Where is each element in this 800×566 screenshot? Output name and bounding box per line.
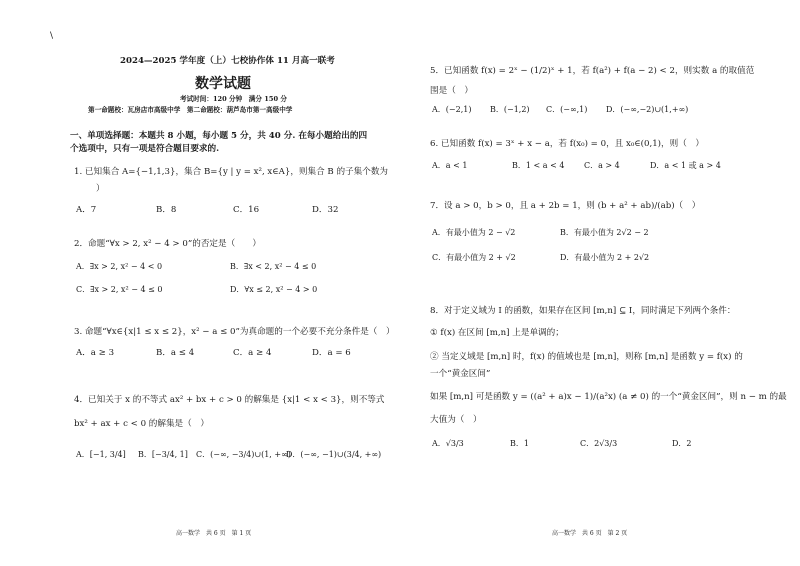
q8-option-d: D．2 xyxy=(672,439,692,448)
q1-stem-cont: ） xyxy=(96,184,105,194)
q7-option-d: D．有最小值为 2 + 2√2 xyxy=(560,253,650,262)
q3-option-a: A．a ≥ 3 xyxy=(76,348,115,358)
q5-option-a: A．(−2,1) xyxy=(432,105,472,114)
q4-stem-cont: bx² + ax + c < 0 的解集是（ ） xyxy=(74,419,209,429)
q2-option-b: B．∃x < 2, x² − 4 ≤ 0 xyxy=(230,262,317,271)
proposing-schools: 第一命题校：瓦房店市高级中学 第二命题校：葫芦岛市第一高级中学 xyxy=(88,106,293,114)
q8-definition: 一个“黄金区间” xyxy=(430,369,491,379)
subject-title: 数学试题 xyxy=(195,76,251,92)
right-page-footer: 高一数学 共 6 页 第 2 页 xyxy=(552,530,628,537)
q3-option-c: C．a ≥ 4 xyxy=(233,348,272,358)
section-heading-line2: 个选项中，只有一项是符合题目要求的. xyxy=(70,144,220,154)
q7-stem: 7．设 a > 0，b > 0，且 a + 2b = 1，则 (b + a² + ab)/(ab)（ ） xyxy=(430,201,701,211)
q8-question: 如果 [m,n] 可是函数 y = ((a² + a)x − 1)/(a²x) (a ≠ 0) 的一个“黄金区间”，则 n − m 的最 xyxy=(430,392,787,402)
q7-option-b: B．有最小值为 2√2 − 2 xyxy=(560,228,649,237)
q8-option-a: A．√3/3 xyxy=(432,439,464,448)
q1-option-b: B．8 xyxy=(156,205,177,215)
corner-mark: \ xyxy=(50,31,54,41)
q5-option-d: D．(−∞,−2)∪(1,+∞) xyxy=(606,105,689,114)
q4-option-d: D．(−∞, −1)∪(3/4, +∞) xyxy=(286,450,382,459)
right-page xyxy=(400,0,800,566)
q4-option-c: C．(−∞, −3/4)∪(1, +∞) xyxy=(196,450,291,459)
q4-option-a: A．[−1, 3/4] xyxy=(76,450,126,459)
q2-option-a: A．∃x > 2, x² − 4 < 0 xyxy=(76,262,163,271)
q2-option-c: C．∃x > 2, x² − 4 ≤ 0 xyxy=(76,285,163,294)
q1-option-a: A．7 xyxy=(76,205,97,215)
q6-option-c: C．a > 4 xyxy=(584,161,620,170)
left-page-footer: 高一数学 共 6 页 第 1 页 xyxy=(176,530,252,537)
q6-stem: 6. 已知函数 f(x) = 3ˣ + x − a，若 f(x₀) = 0，且 x₀∈(0,1)，则（ ） xyxy=(430,139,704,149)
q8-condition-1: ① f(x) 在区间 [m,n] 上是单调的； xyxy=(430,328,564,338)
q7-option-a: A．有最小值为 2 − √2 xyxy=(432,228,516,237)
q5-option-b: B．(−1,2) xyxy=(490,105,530,114)
q4-option-b: B．[−3/4, 1] xyxy=(138,450,188,459)
q8-condition-2: ② 当定义域是 [m,n] 时，f(x) 的值域也是 [m,n]，则称 [m,n] 是函数 y = f(x) 的 xyxy=(430,352,743,362)
section-heading-line1: 一、单项选择题：本题共 8 小题，每小题 5 分，共 40 分. 在每小题给出的四 xyxy=(70,131,368,141)
q8-stem: 8．对于定义域为 I 的函数，如果存在区间 [m,n] ⊆ I，同时满足下列两个条件： xyxy=(430,306,736,316)
q4-stem: 4．已知关于 x 的不等式 ax² + bx + c > 0 的解集是 {x|1 < x < 3}，则不等式 xyxy=(74,395,385,405)
q8-option-b: B．1 xyxy=(510,439,529,448)
exam-info: 考试时间：120 分钟 满分 150 分 xyxy=(180,95,287,103)
q8-question-cont: 大值为（ ） xyxy=(430,415,482,425)
q1-option-c: C．16 xyxy=(233,205,260,215)
q1-option-d: D．32 xyxy=(312,205,339,215)
q5-stem: 5．已知函数 f(x) = 2ˣ − (1/2)ˣ + 1，若 f(a²) + f(a − 2) < 2，则实数 a 的取值范 xyxy=(430,66,755,76)
exam-title: 2024—2025 学年度（上）七校协作体 11 月高一联考 xyxy=(120,56,335,66)
q5-stem-cont: 围是（ ） xyxy=(430,86,473,96)
q6-option-a: A．a < 1 xyxy=(432,161,468,170)
q6-option-b: B．1 < a < 4 xyxy=(512,161,565,170)
q8-option-c: C．2√3/3 xyxy=(580,439,618,448)
q5-option-c: C．(−∞,1) xyxy=(546,105,588,114)
q3-option-d: D．a = 6 xyxy=(312,348,351,358)
q3-stem: 3. 命题“∀x∈{x|1 ≤ x ≤ 2}，x² − a ≤ 0”为真命题的一个必要不充分条件是（ ） xyxy=(74,327,395,337)
q2-option-d: D．∀x ≤ 2, x² − 4 > 0 xyxy=(230,285,318,294)
q1-stem: 1. 已知集合 A={−1,1,3}，集合 B={y | y = x², x∈A}，则集合 B 的子集个数为 xyxy=(74,167,389,177)
q7-option-c: C．有最小值为 2 + √2 xyxy=(432,253,516,262)
q2-stem: 2．命题“∀x > 2, x² − 4 > 0”的否定是（ ） xyxy=(74,239,261,249)
q3-option-b: B．a ≤ 4 xyxy=(156,348,195,358)
q6-option-d: D．a < 1 或 a > 4 xyxy=(650,161,721,170)
